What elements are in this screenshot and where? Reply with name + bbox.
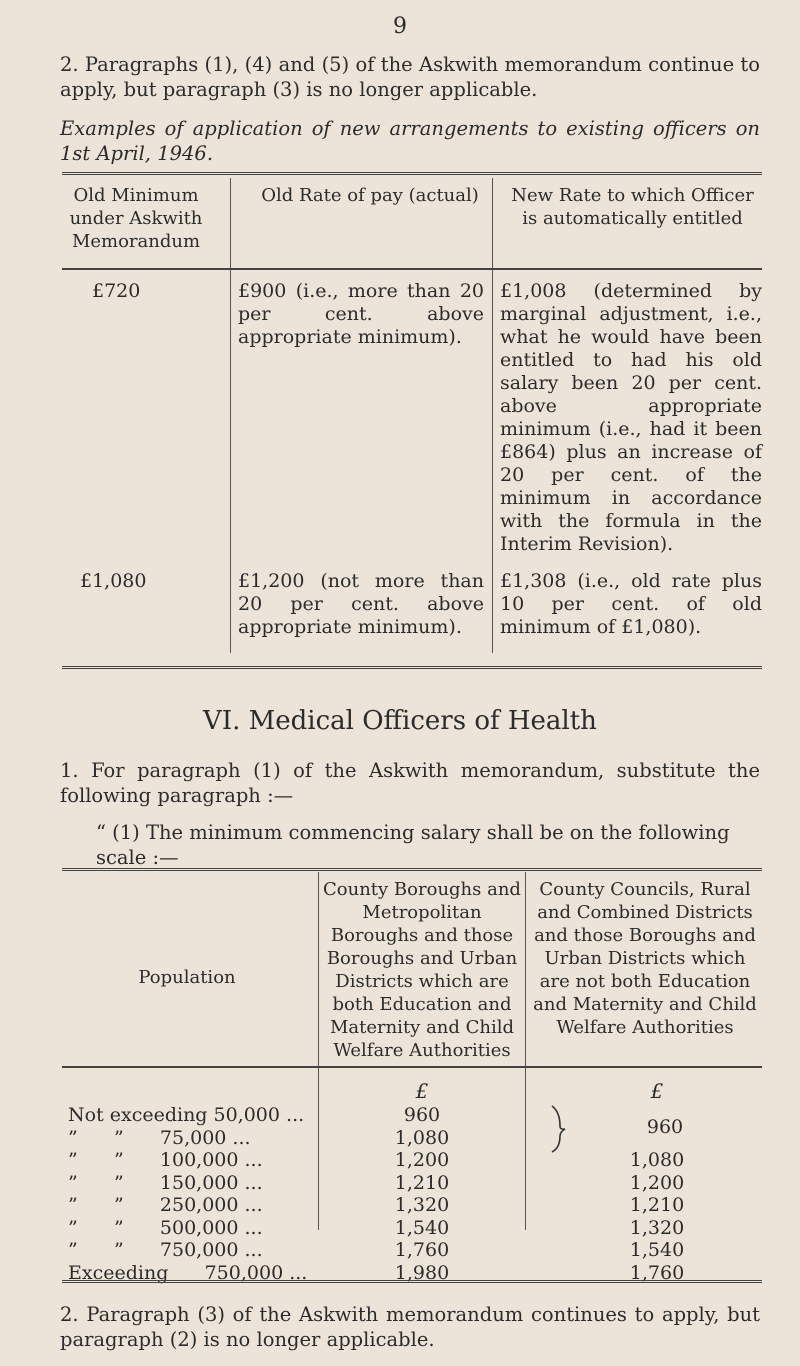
table1-header-old-minimum: Old Minimum under Askwith Memorandum [69, 185, 203, 252]
brace-mark [548, 1104, 568, 1154]
page-number: 9 [393, 14, 407, 39]
table1-row1-new-rate: £1,008 (determined by marginal adjustment, i.e., what he would have been entitled to had his old salary been 20 per cent. above appropriate minimum (i.e., had it been £864) plus an increase of 20 per cent. of the minimum in accordance with the formula in the Interim Revision). [500, 280, 762, 555]
table2-header-rule [62, 1066, 762, 1068]
table2-row-value-county-councils: 1,210 [629, 1194, 685, 1216]
table2-row-value-county-councils: 1,540 [629, 1239, 685, 1261]
table2-row-value-county-councils: 1,320 [629, 1216, 685, 1239]
table1-divider-1 [230, 178, 231, 653]
table2-header-population: Population [138, 967, 236, 988]
table2-divider-2 [525, 872, 526, 1230]
table2-currency-county-boroughs: £ [415, 1079, 429, 1103]
table1-header-old-rate: Old Rate of pay (actual) [261, 185, 479, 206]
table2-row-value-county-boroughs: 1,760 [394, 1239, 450, 1261]
table1-row2-new-rate: £1,308 (i.e., old rate plus 10 per cent. of old minimum of £1,080). [500, 570, 762, 638]
table2-row-label: ” ” 750,000 ... [68, 1239, 263, 1261]
table2-row-label: ” ” 100,000 ... [68, 1149, 263, 1171]
table2-row-label: Not exceeding 50,000 ... [68, 1104, 305, 1126]
table2-top-rule [62, 868, 762, 874]
paragraph-2-top: 2. Paragraphs (1), (4) and (5) of the Askwith memorandum continue to apply, but paragraph (3) is no longer applicable. [60, 53, 760, 101]
table2-row-value-county-councils: 1,080 [629, 1149, 685, 1171]
table2-bracket-value: 960 [646, 1116, 684, 1138]
table1-top-rule [62, 172, 762, 178]
table1-row2-old-rate: £1,200 (not more than 20 per cent. above appropriate minimum). [238, 570, 484, 638]
table1-header-new-rate: New Rate to which Officer is automatically entitled [511, 185, 754, 229]
table1-bottom-rule [62, 666, 762, 672]
table1-divider-2 [492, 178, 493, 653]
table2-row-value-county-boroughs: 960 [403, 1104, 441, 1126]
table2-row-value-county-boroughs: 1,200 [394, 1149, 450, 1171]
table1-row2-old-minimum: £1,080 [80, 570, 147, 592]
table2-row-label: ” ” 250,000 ... [68, 1194, 263, 1216]
table2-row-value-county-boroughs: 1,540 [394, 1216, 450, 1239]
table2-row-label: ” ” 500,000 ... [68, 1216, 263, 1239]
section-heading: VI. Medical Officers of Health [203, 706, 597, 736]
table2-row-value-county-boroughs: 1,080 [394, 1126, 450, 1149]
paragraph-2-bottom: 2. Paragraph (3) of the Askwith memorandum continues to apply, but paragraph (2) is no longer applicable. [60, 1303, 760, 1351]
table2-header-county-boroughs: County Boroughs and Metropolitan Boroughs and those Boroughs and Urban Districts which are both Education and Maternity and Child Welfare Authorities [323, 879, 521, 1061]
table2-row-label: ” ” 150,000 ... [68, 1171, 263, 1194]
examples-heading: Examples of application of new arrangements to existing officers on 1st April, 1946. [60, 117, 760, 165]
paragraph-1: 1. For paragraph (1) of the Askwith memorandum, substitute the following paragraph :— [60, 759, 760, 807]
table2-currency-county-councils: £ [650, 1079, 664, 1103]
table1-row1-old-minimum: £720 [92, 280, 141, 302]
table2-bottom-rule [62, 1280, 762, 1286]
table2-row-value-county-councils: 1,760 [629, 1261, 685, 1284]
quoted-paragraph: “ (1) The minimum commencing salary shall be on the following scale :— [96, 821, 730, 869]
table2-row-value-county-boroughs: 1,320 [394, 1194, 450, 1216]
table2-row-label: ” ” 75,000 ... [68, 1126, 251, 1149]
table1-row1-old-rate: £900 (i.e., more than 20 per cent. above appropriate minimum). [238, 280, 484, 348]
table2-divider-1 [318, 872, 319, 1230]
table2-row-label: Exceeding 750,000 ... [68, 1261, 308, 1284]
table2-row-value-county-boroughs: 1,210 [394, 1171, 450, 1194]
table2-header-county-councils: County Councils, Rural and Combined Districts and those Boroughs and Urban Districts which are not both Education and Maternity and Child Welfare Authorities [533, 879, 757, 1038]
table2-row-value-county-boroughs: 1,980 [394, 1261, 450, 1284]
table2-row-value-county-councils: 1,200 [629, 1171, 685, 1194]
table1-header-rule [62, 268, 762, 270]
